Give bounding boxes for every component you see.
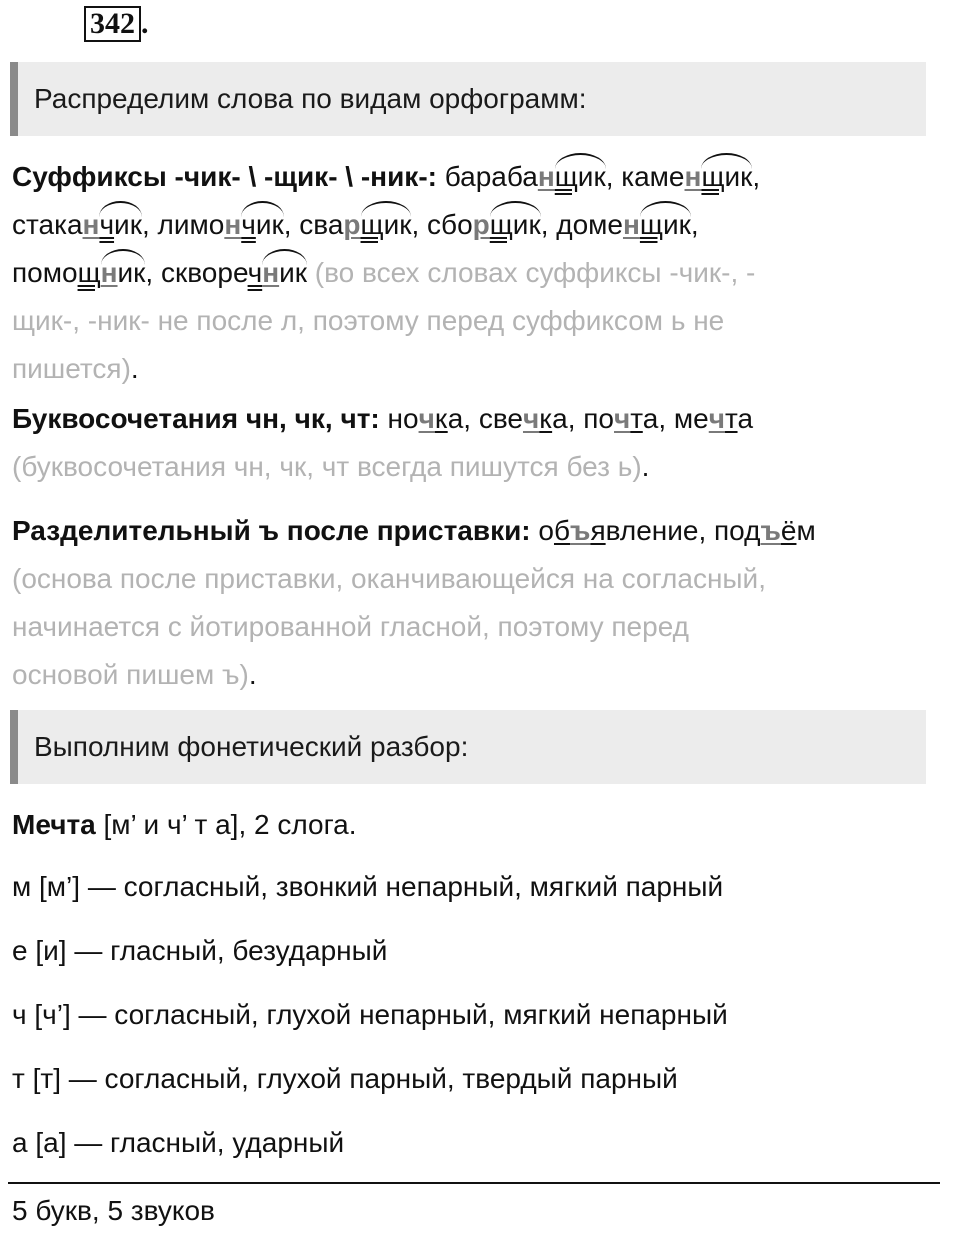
task-number: 342 . — [84, 6, 149, 42]
phonetic-word-line — [12, 808, 357, 842]
hard-sign-line-1: Разделительный ъ после приставки: объявление, подъём — [12, 515, 816, 546]
phonetic-summary: 5 букв, 5 звуков — [12, 1195, 215, 1226]
phonetic-row: а [а] — гласный, ударный — [12, 1127, 345, 1158]
task-number-box: 342 — [84, 6, 141, 42]
phonetic-row: м [м’] — согласный, звонкий непарный, мягкий парный — [12, 871, 724, 902]
suffix-line-3: помощник, скворечник (во всех словах суффиксы -чик-, - — [12, 257, 756, 288]
phonetic-row: е [и] — гласный, безударный — [12, 935, 388, 966]
phonetic-row: т [т] — согласный, глухой парный, твердый парный — [12, 1063, 678, 1094]
hard-sign-note-3: основой пишем ъ). — [12, 659, 257, 690]
section-header-phonetic: Выполним фонетический разбор: — [10, 710, 926, 784]
hard-sign-heading: Разделительный ъ после приставки: — [12, 515, 531, 546]
suffix-note: (во всех словах суффиксы -чик-, - — [307, 257, 756, 288]
phonetic-transcription: [м’ и ч’ т а], 2 слога. — [95, 809, 357, 840]
section-header-orthograms: Распределим слова по видам орфограмм: — [10, 62, 926, 136]
combo-heading: Буквосочетания чн, чк, чт: — [12, 403, 380, 434]
phonetic-word: Мечта — [12, 809, 96, 840]
phonetic-row: ч [ч’] — согласный, глухой непарный, мягкий непарный — [12, 999, 728, 1030]
suffix-heading: Суффиксы -чик- \ -щик- \ -ник-: — [12, 161, 437, 192]
hard-sign-note-2: начинается с йотированной гласной, поэтому перед — [12, 611, 689, 642]
combo-line-1: Буквосочетания чн, чк, чт: ночка, свечка, почта, мечта — [12, 403, 754, 434]
hard-sign-note-1: (основа после приставки, оканчивающейся на согласный, — [12, 563, 766, 594]
divider — [8, 1182, 940, 1184]
combo-note: (буквосочетания чн, чк, чт всегда пишутся без ь). — [12, 451, 650, 482]
suffix-line-1: Суффиксы -чик- \ -щик- \ -ник-: барабанщик, каменщик, — [12, 161, 761, 192]
suffix-note-2: щик-, -ник- не после л, поэтому перед суффиксом ь не — [12, 305, 725, 336]
suffix-note-3: пишется). — [12, 353, 139, 384]
suffix-line-2: стаканчик, лимончик, сварщик, сборщик, доменщик, — [12, 209, 699, 240]
